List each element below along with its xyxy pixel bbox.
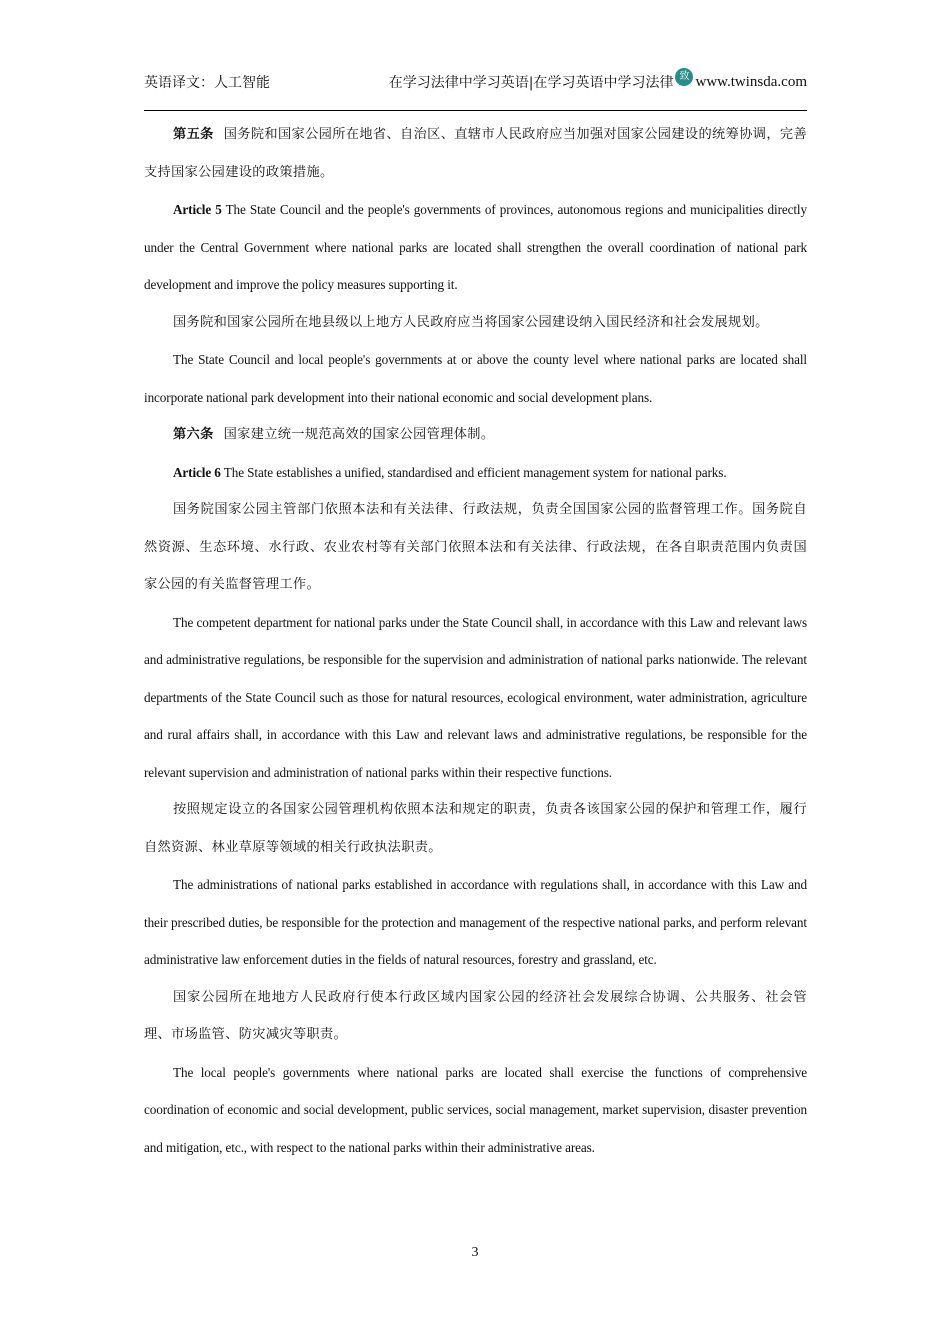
article-6-zh-para-4: 国家公园所在地地方人民政府行使本行政区域内国家公园的经济社会发展综合协调、公共服务、社会管理、市场监管、防灾减灾等职责。 [144,989,807,1042]
article-6-en-text: The State establishes a unified, standardised and efficient management system for national parks. [223,464,727,480]
article-6-zh-para-3: 按照规定设立的各国家公园管理机构依照本法和规定的职责，负责各该国家公园的保护和管理工作，履行自然资源、林业草原等领域的相关行政执法职责。 [144,802,807,855]
article-6-zh [144,416,807,454]
article-6-en-label: Article 6 [173,464,221,480]
article-5-zh-para-2: 国务院和国家公园所在地县级以上地方人民政府应当将国家公园建设纳入国民经济和社会发展规划。 [173,314,769,330]
article-5-zh [144,116,807,191]
article-6-en-para-3: The administrations of national parks established in accordance with regulations shall, in accordance with this Law and their prescribed duties, be responsible for the protection and management of the respective national parks, and perform relevant administrative law enforcement duties in the fields of natural resources, forestry and grassland, etc. [144,877,807,967]
header-title: 英语译文：人工智能 [144,75,270,91]
article-6-en-para-2: The competent department for national parks under the State Council shall, in accordance with this Law and relevant laws and administrative regulations, be responsible for the supervision and administration of national parks nationwide. The relevant departments of the State Council such as those for natural resources, ecological environment, water administration, agriculture and rural affairs shall, in accordance with this Law and relevant laws and administrative regulations, be responsible for the relevant supervision and administration of national parks within their respective functions. [144,614,807,780]
article-6-en-para-4: The local people's governments where national parks are located shall exercise the functions of comprehensive coordination of economic and social development, public services, social management, market supervision, disaster prevention and mitigation, etc., with respect to the national parks within their administrative areas. [144,1064,807,1155]
twinsda-logo-icon: 致 [675,68,693,86]
page-header [144,68,807,98]
article-6-zh-label: 第六条 [173,427,214,442]
article-6-zh-para-2: 国务院国家公园主管部门依照本法和有关法律、行政法规，负责全国国家公园的监督管理工作。国务院自然资源、生态环境、水行政、农业农村等有关部门依照本法和有关法律、行政法规，在各自职责范围内负责国家公园的有关监督管理工作。 [144,502,807,592]
article-5-en [144,191,807,304]
header-divider [144,110,807,111]
article-5-en-para-2: The State Council and local people's governments at or above the county level where national parks are located shall incorporate national park development into their national economic and social development plans. [144,352,807,405]
page-number: 3 [471,1245,479,1260]
article-5-en-label: Article 5 [173,202,222,217]
article-6-zh-text: 国家建立统一规范高效的国家公园管理体制。 [223,427,495,442]
article-5-zh-label: 第五条 [173,127,214,142]
article-5-en-text: The State Council and the people's governments of provinces, autonomous regions and municipalities directly under the Central Government where national parks are located shall strengthen the overall coordination of national park development and improve the policy measures supporting it. [144,202,807,292]
document-body [144,116,807,1166]
header-slogan: 在学习法律中学习英语|在学习英语中学习法律 [388,75,674,91]
article-5-zh-text: 国务院和国家公园所在地省、自治区、直辖市人民政府应当加强对国家公园建设的统筹协调，完善支持国家公园建设的政策措施。 [144,127,807,180]
article-6-en [144,454,807,492]
header-url-link[interactable]: www.twinsda.com [695,73,807,90]
header-slogan-group [389,72,807,92]
